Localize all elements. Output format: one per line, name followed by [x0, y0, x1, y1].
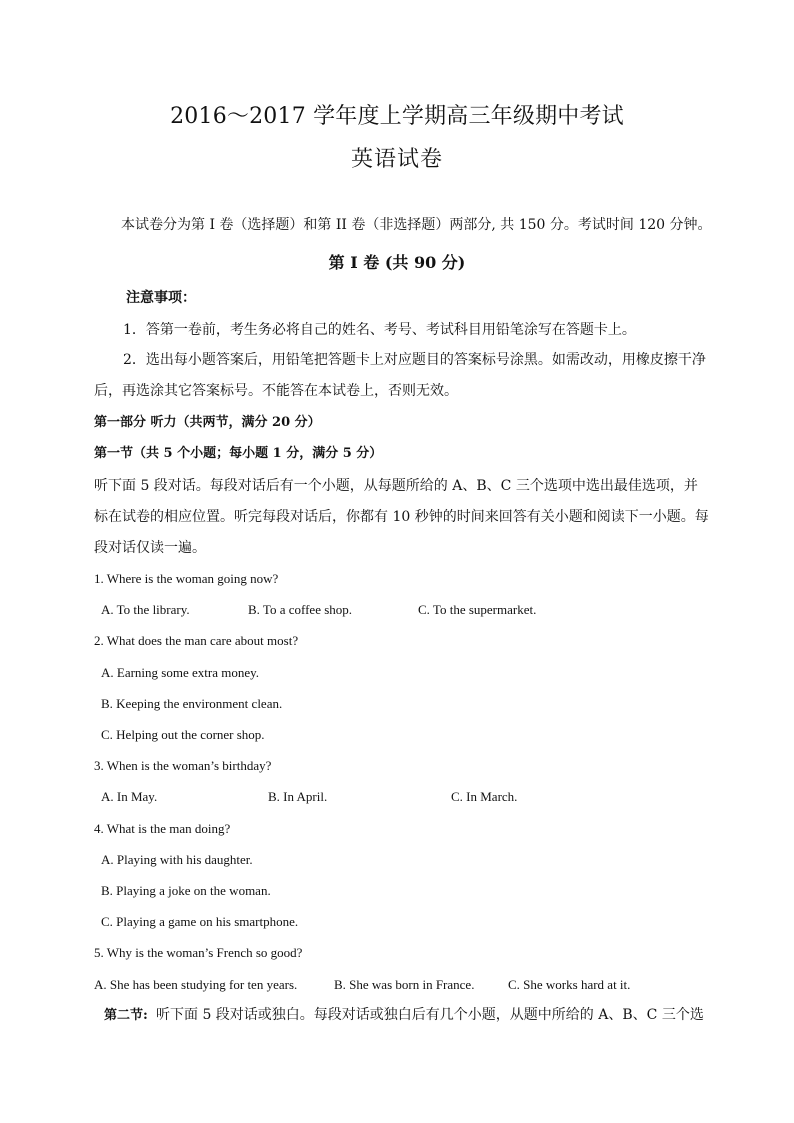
question-4-stem: 4. What is the man doing? [94, 821, 231, 836]
question-3-option-b: B. In April. [268, 789, 328, 804]
section-2-text: 听下面 5 段对话或独白。每段对话或独白后有几个小题，从题中所给的 A、B、C 三个选 [156, 1007, 704, 1023]
part-heading: 第一部分 听力（共两节，满分 20 分） [94, 415, 321, 430]
question-5-option-c: C. She works hard at it. [508, 977, 631, 992]
question-5-option-b: B. She was born in France. [334, 977, 475, 992]
question-2-stem: 2. What does the man care about most? [94, 633, 299, 648]
question-2-option-b: B. Keeping the environment clean. [101, 696, 283, 711]
intro-text: 本试卷分为第 I 卷（选择题）和第 II 卷（非选择题）两部分, 共 150 分。考试时间 120 分钟。 [121, 217, 712, 233]
section-2-label: 第二节: [104, 1008, 148, 1023]
notes-item-1: 1．答第一卷前，考生务必将自己的姓名、考号、考试科目用铅笔涂写在答题卡上。 [123, 322, 636, 338]
question-1-stem: 1. Where is the woman going now? [94, 571, 279, 586]
question-3-option-c: C. In March. [451, 789, 518, 804]
question-5-option-a: A. She has been studying for ten years. [94, 977, 298, 992]
exam-title: 2016～2017 学年度上学期高三年级期中考试 [170, 104, 624, 129]
part1-title: 第 I 卷 (共 90 分) [328, 253, 466, 272]
notes-heading: 注意事项： [126, 290, 196, 306]
question-1-option-a: A. To the library. [101, 602, 190, 617]
question-4-option-a: A. Playing with his daughter. [101, 852, 253, 867]
question-2-option-a: A. Earning some extra money. [101, 665, 259, 680]
exam-subject: 英语试卷 [350, 147, 443, 172]
notes-item-2-line-1: 2．选出每小题答案后，用铅笔把答题卡上对应题目的答案标号涂黑。如需改动，用橡皮擦干净 [123, 352, 706, 368]
question-3-stem: 3. When is the woman’s birthday? [94, 758, 272, 773]
sub-heading: 第一节（共 5 个小题；每小题 1 分，满分 5 分） [94, 446, 383, 461]
question-2-option-c: C. Helping out the corner shop. [101, 727, 265, 742]
instructions-line-3: 段对话仅读一遍。 [94, 540, 206, 556]
question-4-option-c: C. Playing a game on his smartphone. [101, 914, 299, 929]
notes-item-2-line-2: 后，再选涂其它答案标号。不能答在本试卷上，否则无效。 [94, 383, 458, 399]
instructions-line-1: 听下面 5 段对话。每段对话后有一个小题，从每题所给的 A、B、C 三个选项中选出最佳选项，并 [94, 478, 698, 494]
instructions-line-2: 标在试卷的相应位置。听完每段对话后，你都有 10 秒钟的时间来回答有关小题和阅读下一小题。每 [94, 509, 709, 525]
question-5-stem: 5. Why is the woman’s French so good? [94, 945, 303, 960]
question-1-option-b: B. To a coffee shop. [248, 602, 353, 617]
question-1-option-c: C. To the supermarket. [418, 602, 537, 617]
question-4-option-b: B. Playing a joke on the woman. [101, 883, 271, 898]
question-3-option-a: A. In May. [101, 789, 158, 804]
